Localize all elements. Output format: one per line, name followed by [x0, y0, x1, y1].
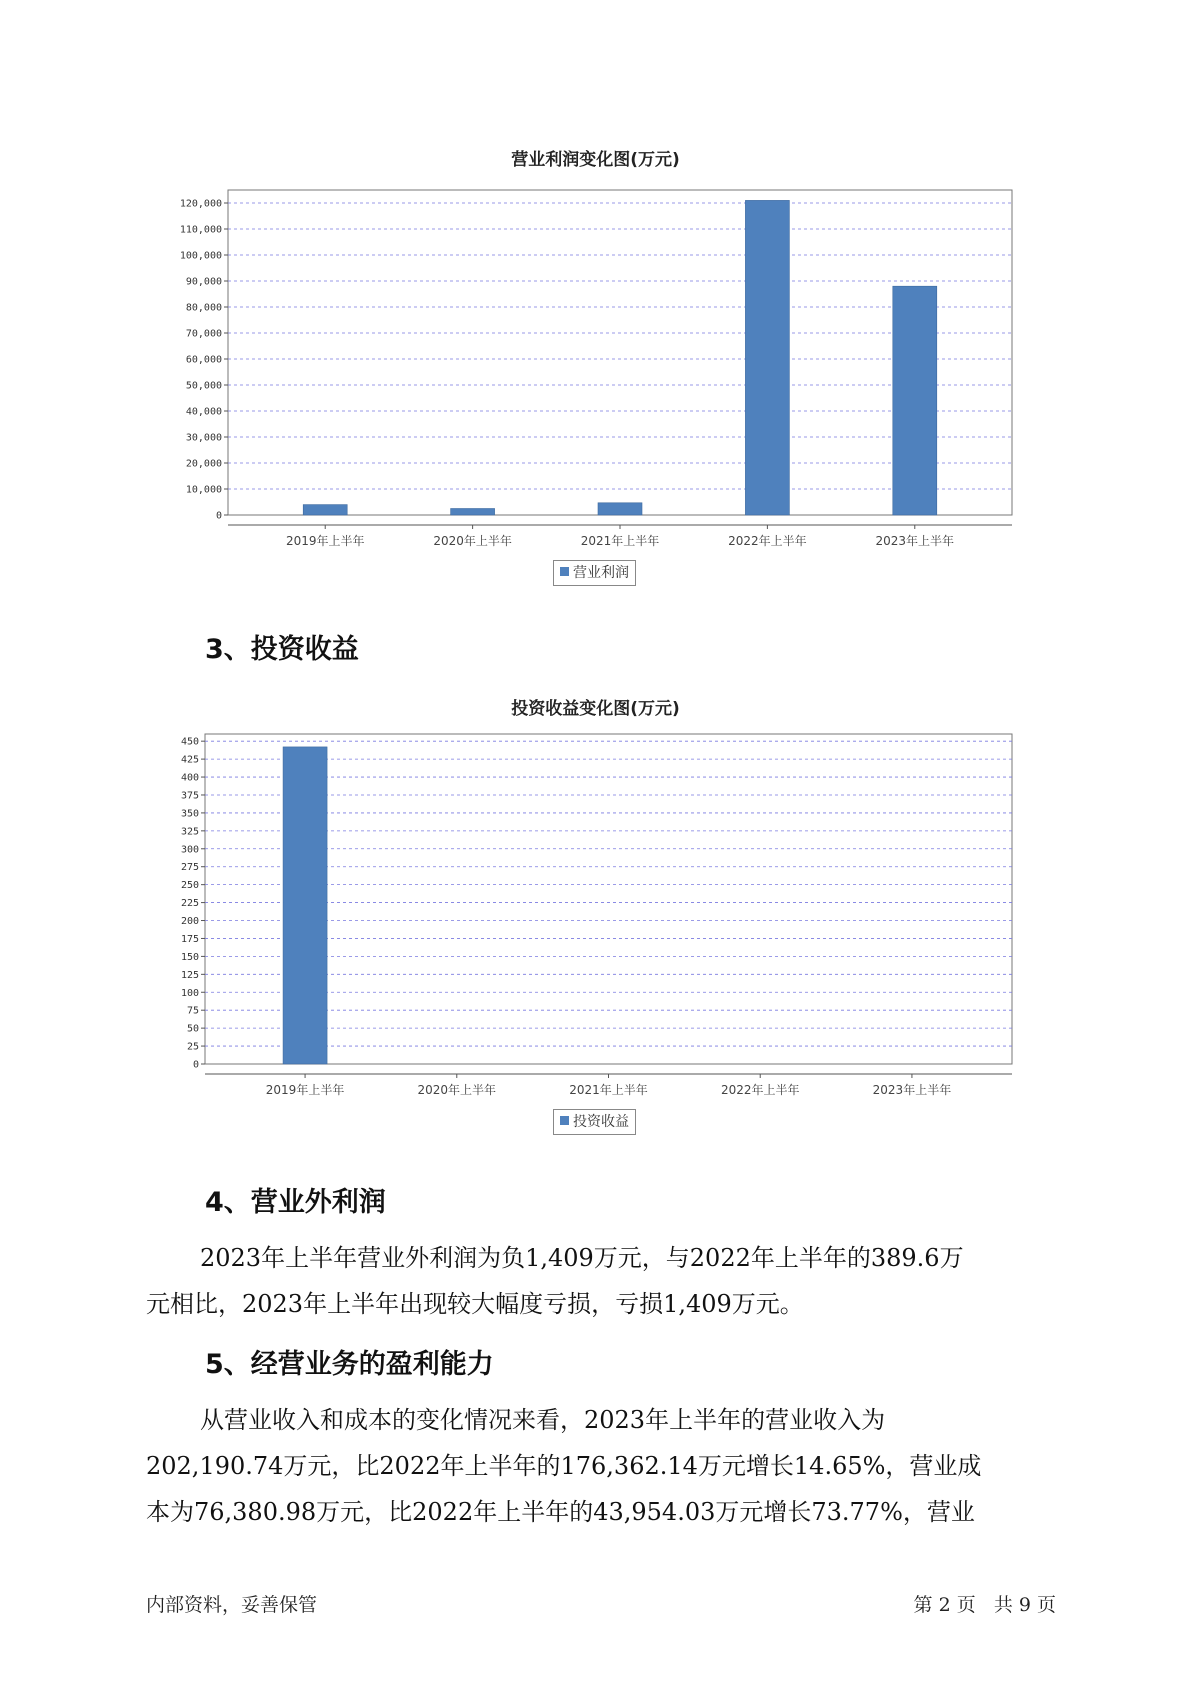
chart-2-ytick-label: 375 [180, 790, 199, 802]
chart-2-legend [553, 1109, 636, 1135]
footer-note: 内部资料，妥善保管 [146, 1594, 318, 1616]
chart-2-ytick-label: 200 [180, 916, 199, 928]
chart-1-title: 营业利润变化图(万元) [511, 150, 680, 170]
chart-2-ytick-label: 450 [180, 736, 199, 748]
section-3-heading: 3、投资收益 [205, 634, 359, 665]
chart-1-bar [598, 503, 642, 515]
chart-2-category-label: 2023年上半年 [872, 1083, 952, 1097]
paragraph-line: 202,190.74万元，比2022年上半年的176,362.14万元增长14.65%，营业成 [146, 1452, 982, 1480]
chart-1-ytick-label: 50,000 [185, 380, 222, 392]
chart-1-bar [893, 286, 937, 515]
chart-2-title: 投资收益变化图(万元) [511, 699, 680, 719]
chart-2-ytick-label: 75 [186, 1005, 199, 1017]
chart-2-legend-label: 投资收益 [573, 1114, 629, 1130]
operating-profit-chart [0, 170, 1191, 550]
chart-1-bar [303, 505, 347, 515]
chart-1-bar [451, 509, 495, 516]
legend-swatch [560, 1116, 569, 1125]
chart-1-ytick-label: 40,000 [185, 406, 222, 418]
chart-1-legend [553, 560, 636, 586]
chart-2-ytick-label: 175 [180, 933, 199, 945]
chart-1-ytick-label: 120,000 [179, 198, 222, 210]
chart-1-category-label: 2022年上半年 [728, 534, 807, 548]
chart-1-category-label: 2021年上半年 [580, 534, 660, 548]
investment-income-chart [0, 720, 1191, 1100]
chart-2-category-label: 2021年上半年 [569, 1083, 648, 1097]
paragraph-line: 元相比，2023年上半年出现较大幅度亏损，亏损1,409万元。 [146, 1290, 804, 1318]
chart-2-ytick-label: 25 [186, 1041, 199, 1053]
chart-2-ytick-label: 275 [180, 862, 199, 874]
chart-2-ytick-label: 100 [180, 987, 199, 999]
chart-1-ytick-label: 90,000 [185, 276, 222, 288]
chart-1-legend-label: 营业利润 [573, 565, 629, 581]
chart-1-ytick-label: 80,000 [185, 302, 222, 314]
chart-1-category-label: 2020年上半年 [433, 534, 512, 548]
chart-2-ytick-label: 400 [180, 772, 199, 784]
chart-2-ytick-label: 250 [180, 880, 199, 892]
chart-2-ytick-label: 325 [180, 826, 199, 838]
chart-2-ytick-label: 0 [192, 1059, 199, 1071]
chart-1-ytick-label: 110,000 [179, 224, 222, 236]
chart-2-bar [283, 747, 327, 1064]
paragraph-line: 本为76,380.98万元，比2022年上半年的43,954.03万元增长73.77%，营业 [146, 1498, 975, 1526]
chart-2-ytick-label: 50 [186, 1023, 199, 1035]
chart-2-category-label: 2019年上半年 [265, 1083, 345, 1097]
paragraph-line: 从营业收入和成本的变化情况来看，2023年上半年的营业收入为 [200, 1406, 886, 1434]
chart-1-ytick-label: 0 [215, 510, 222, 522]
chart-2-ytick-label: 225 [180, 898, 199, 910]
chart-1-ytick-label: 10,000 [185, 484, 222, 496]
page-number: 第 2 页 共 9 页 [913, 1594, 1056, 1616]
section-4-paragraph [146, 1235, 1046, 1327]
chart-2-ytick-label: 300 [180, 844, 199, 856]
chart-2-ytick-label: 350 [180, 808, 199, 820]
chart-1-ytick-label: 20,000 [185, 458, 222, 470]
chart-1-ytick-label: 60,000 [185, 354, 222, 366]
chart-1-category-label: 2019年上半年 [285, 534, 365, 548]
paragraph-line: 2023年上半年营业外利润为负1,409万元，与2022年上半年的389.6万 [200, 1244, 964, 1272]
chart-1-ytick-label: 70,000 [185, 328, 222, 340]
chart-2-ytick-label: 425 [180, 754, 199, 766]
chart-1-ytick-label: 100,000 [179, 250, 222, 262]
section-5-heading: 5、经营业务的盈利能力 [205, 1349, 494, 1380]
chart-2-ytick-label: 125 [180, 969, 199, 981]
chart-1-ytick-label: 30,000 [185, 432, 222, 444]
chart-1-category-label: 2023年上半年 [875, 534, 955, 548]
legend-swatch [560, 567, 569, 576]
chart-1-bar [745, 200, 789, 515]
section-5-paragraph [146, 1397, 1046, 1535]
chart-2-category-label: 2022年上半年 [720, 1083, 800, 1097]
chart-2-category-label: 2020年上半年 [417, 1083, 497, 1097]
section-4-heading: 4、营业外利润 [205, 1187, 386, 1218]
chart-2-ytick-label: 150 [180, 951, 199, 963]
